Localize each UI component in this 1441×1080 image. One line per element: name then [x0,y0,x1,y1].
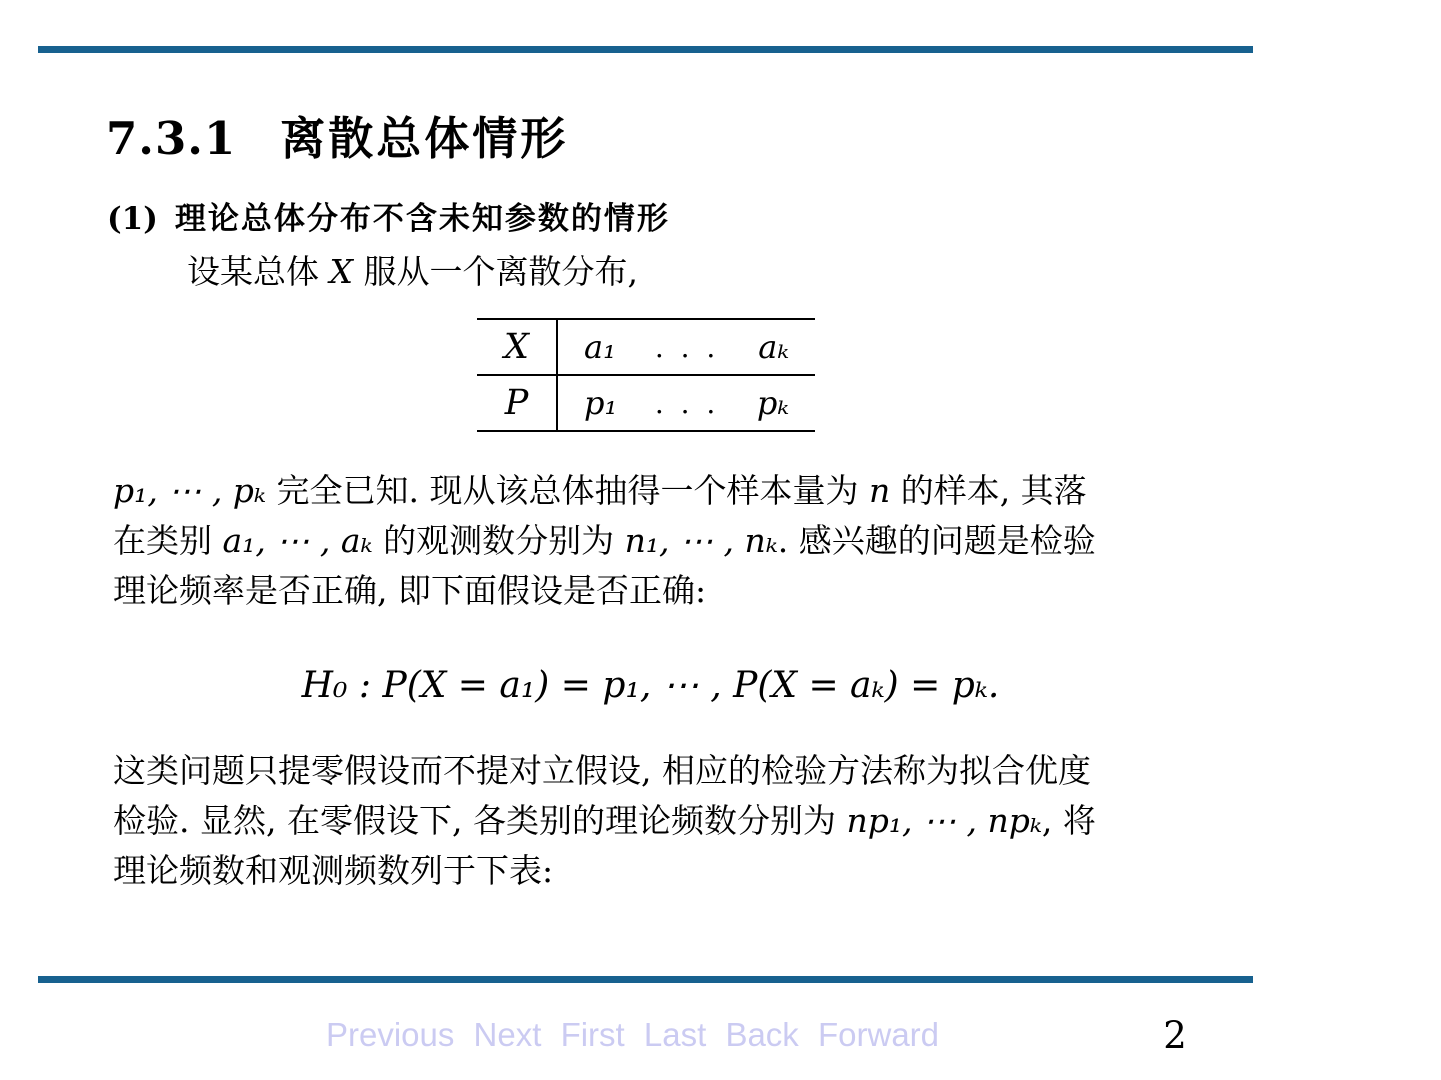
paragraph-line [113,566,1188,616]
paragraph-line [113,516,1188,566]
text-segment: 理论频率是否正确, 即下面假设是否正确: [113,571,707,610]
bottom-divider-rule [38,976,1253,983]
nav-previous-link[interactable]: Previous [325,1016,455,1053]
nav-last-link[interactable]: Last [643,1016,707,1053]
null-hypothesis-formula: H₀ : P(X = a₁) = p₁, ⋯ , P(X = aₖ) = pₖ. [301,665,1000,706]
text-segment: 检验. 显然, 在零假设下, 各类别的理论频数分别为 [113,801,847,840]
text-segment: . 感兴趣的问题是检验 [777,521,1096,560]
ellipsis-dots: . . . [654,330,720,364]
text-segment: 在类别 [113,521,223,560]
paragraph-2 [113,746,1188,896]
table-cell: pₖ [756,384,789,422]
paragraph-line [113,746,1188,796]
text-segment: 的观测数分别为 [372,521,625,560]
paragraph-line [113,796,1188,846]
text-segment: 服从一个离散分布, [353,252,638,291]
text-segment: np₁, ⋯ , npₖ [846,801,1042,840]
text-segment: n₁, ⋯ , nₖ [624,521,778,560]
top-divider-rule [38,46,1253,53]
nav-forward-link[interactable]: Forward [817,1016,940,1053]
text-segment: p₁, ⋯ , pₖ [113,471,266,510]
text-segment: a₁, ⋯ , aₖ [222,521,373,560]
paragraph-line [113,846,1188,896]
ellipsis-dots: . . . [654,386,720,420]
table-row-header: P [477,376,558,430]
table-row-cells [558,328,815,366]
paragraph-1 [113,466,1188,616]
table-row [477,376,815,432]
navigation-bar [0,1016,1265,1054]
section-number: 7.3.1 [106,112,237,165]
text-segment: 这类问题只提零假设而不提对立假设, 相应的检验方法称为拟合优度 [113,751,1091,790]
text-segment: 设某总体 [187,252,330,291]
subheading [107,193,670,238]
text-segment: X [329,252,353,291]
table-row-header: X [477,320,558,374]
table-row [477,320,815,376]
subheading-text: 理论总体分布不含未知参数的情形 [174,201,670,236]
table-cell: a₁ [584,328,616,366]
nav-next-link[interactable]: Next [473,1016,542,1053]
text-segment: 理论频数和观测频数列于下表: [113,851,554,890]
table-cell: aₖ [758,328,789,366]
nav-first-link[interactable]: First [560,1016,625,1053]
distribution-table [477,318,815,432]
table-row-cells [558,384,815,422]
paragraph-line [113,466,1188,516]
text-segment: 的样本, 其落 [890,471,1087,510]
text-segment: n [868,471,891,510]
text-segment: 完全已知. 现从该总体抽得一个样本量为 [265,471,869,510]
page-number: 2 [1163,1014,1187,1057]
table-cell: p₁ [584,384,618,422]
section-title-text: 离散总体情形 [280,113,569,164]
nav-back-link[interactable]: Back [725,1016,799,1053]
section-title [106,102,568,167]
text-segment: , 将 [1041,801,1096,840]
subheading-marker: (1) [107,201,158,237]
intro-sentence [187,246,638,293]
